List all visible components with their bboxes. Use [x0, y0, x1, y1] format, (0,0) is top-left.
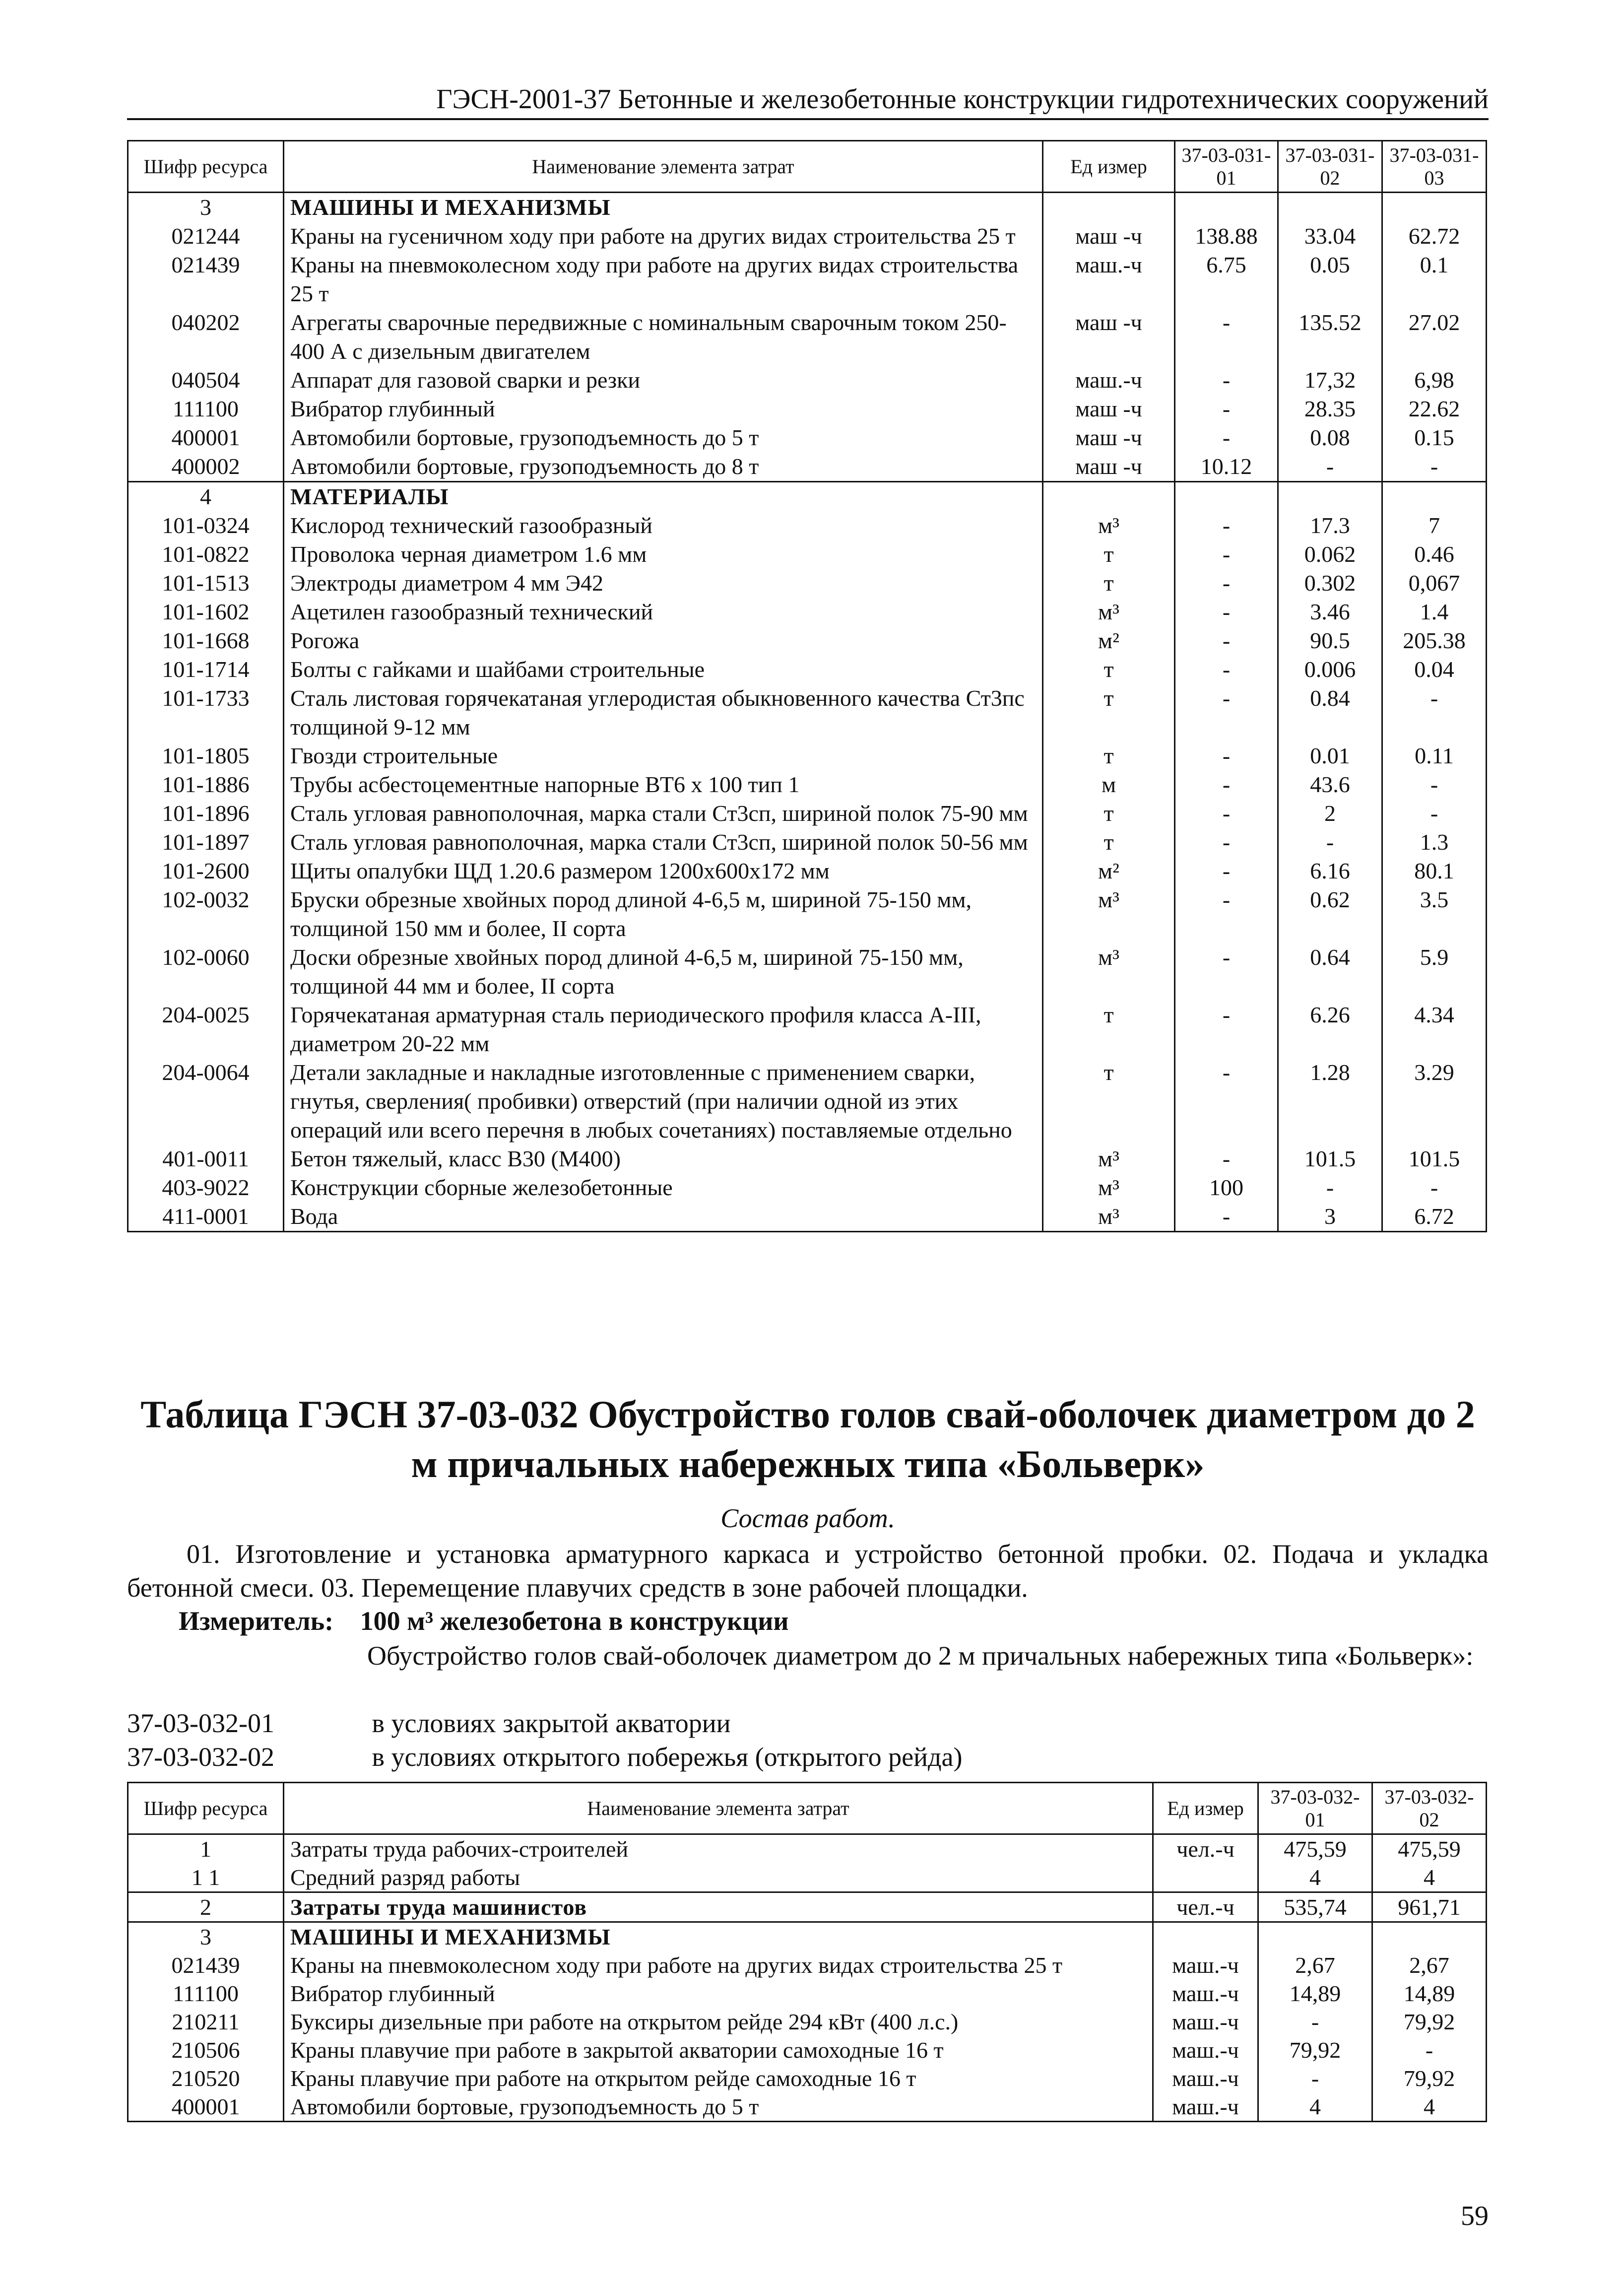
resource-name: Краны плавучие при работе на открытом рейде самоходные 16 т — [284, 2064, 1153, 2092]
resource-name: Бетон тяжелый, класс В30 (М400) — [284, 1144, 1043, 1173]
resource-name: Вибратор глубинный — [284, 1979, 1153, 2008]
resource-code: 1 1 — [128, 1863, 284, 1892]
table-row — [128, 2092, 1487, 2122]
table-row — [128, 598, 1487, 626]
resource-name: Кислород технический газообразный — [284, 511, 1043, 540]
resource-code: 101-1886 — [128, 770, 284, 799]
resource-code: 021439 — [128, 251, 284, 308]
value-cell: 79,92 — [1372, 2064, 1487, 2092]
header-name: Наименование элемента затрат — [284, 141, 1043, 193]
value-cell: 6.75 — [1175, 251, 1278, 308]
resource-code: 210211 — [128, 2008, 284, 2036]
value-cell — [1278, 193, 1382, 222]
resource-name: Краны на пневмоколесном ходу при работе на других видах строительства 25 т — [284, 1951, 1153, 1979]
unit-cell: т — [1043, 1001, 1175, 1058]
unit-cell: маш.-ч — [1153, 2008, 1258, 2036]
header-unit: Ед измер — [1043, 141, 1175, 193]
value-cell: 7 — [1382, 511, 1487, 540]
resource-code: 411-0001 — [128, 1202, 284, 1232]
value-cell: - — [1372, 2036, 1487, 2064]
table-row — [128, 511, 1487, 540]
resource-code: 101-1668 — [128, 626, 284, 655]
resource-code: 021439 — [128, 1951, 284, 1979]
value-cell: 79,92 — [1372, 2008, 1487, 2036]
resource-table-032 — [127, 1782, 1487, 2122]
table-header-row — [128, 141, 1487, 193]
value-cell: 100 — [1175, 1173, 1278, 1202]
resource-code: 210520 — [128, 2064, 284, 2092]
header-unit: Ед измер — [1153, 1783, 1258, 1834]
value-cell: - — [1258, 2008, 1372, 2036]
resource-name: Проволока черная диаметром 1.6 мм — [284, 540, 1043, 569]
value-cell: 62.72 — [1382, 222, 1487, 251]
resource-name: Краны на гусеничном ходу при работе на других видах строительства 25 т — [284, 222, 1043, 251]
section-row — [128, 193, 1487, 222]
table-row — [128, 1979, 1487, 2008]
value-cell: - — [1278, 1173, 1382, 1202]
unit-cell: маш -ч — [1043, 222, 1175, 251]
unit-cell: м³ — [1043, 1144, 1175, 1173]
table1-body — [128, 193, 1487, 1232]
value-cell: 0.84 — [1278, 684, 1382, 741]
value-cell: 6.16 — [1278, 857, 1382, 885]
value-cell: 101.5 — [1278, 1144, 1382, 1173]
unit-cell: т — [1043, 828, 1175, 857]
value-cell: - — [1175, 598, 1278, 626]
value-cell: 2,67 — [1372, 1951, 1487, 1979]
value-cell: - — [1175, 366, 1278, 395]
resource-name: Детали закладные и накладные изготовленные с применением сварки, гнутья, сверления( пробивки) отверстий (при наличии одной из этих операций или всего перечня в любых сочетаниях) поставляемые отдельно — [284, 1058, 1043, 1144]
measure-line — [179, 1604, 789, 1638]
section-row — [128, 1922, 1487, 1951]
value-cell: 475,59 — [1258, 1834, 1372, 1864]
unit-cell: маш -ч — [1043, 423, 1175, 452]
value-cell: - — [1382, 799, 1487, 828]
value-cell: 0.46 — [1382, 540, 1487, 569]
header-code: Шифр ресурса — [128, 1783, 284, 1834]
unit-cell: маш.-ч — [1043, 251, 1175, 308]
value-cell: - — [1382, 1173, 1487, 1202]
section-row — [128, 482, 1487, 512]
resource-name: Буксиры дизельные при работе на открытом рейде 294 кВт (400 л.с.) — [284, 2008, 1153, 2036]
unit-cell — [1153, 1922, 1258, 1951]
variant-item — [127, 1706, 731, 1740]
table-row — [128, 1058, 1487, 1144]
table-row — [128, 1202, 1487, 1232]
unit-cell: чел.-ч — [1153, 1834, 1258, 1864]
unit-cell: т — [1043, 569, 1175, 598]
unit-cell: м³ — [1043, 1173, 1175, 1202]
unit-cell: маш.-ч — [1153, 1979, 1258, 2008]
resource-name: Затраты труда рабочих-строителей — [284, 1834, 1153, 1864]
resource-name: Вибратор глубинный — [284, 395, 1043, 423]
resource-code: 111100 — [128, 395, 284, 423]
value-cell: 90.5 — [1278, 626, 1382, 655]
value-cell: 17.3 — [1278, 511, 1382, 540]
resource-name: МАШИНЫ И МЕХАНИЗМЫ — [284, 193, 1043, 222]
section-row — [128, 1892, 1487, 1922]
table-row — [128, 2064, 1487, 2092]
value-cell: - — [1175, 741, 1278, 770]
resource-name: Вода — [284, 1202, 1043, 1232]
resource-code: 2 — [128, 1892, 284, 1922]
unit-cell: м³ — [1043, 1202, 1175, 1232]
value-cell: 6.26 — [1278, 1001, 1382, 1058]
table-row — [128, 655, 1487, 684]
value-cell: 4 — [1372, 1863, 1487, 1892]
unit-cell: т — [1043, 655, 1175, 684]
value-cell: - — [1382, 452, 1487, 482]
resource-code: 400002 — [128, 452, 284, 482]
table-row — [128, 1863, 1487, 1892]
value-cell: 0.1 — [1382, 251, 1487, 308]
resource-code: 101-1897 — [128, 828, 284, 857]
value-cell: - — [1175, 1001, 1278, 1058]
resource-name: Средний разряд работы — [284, 1863, 1153, 1892]
resource-name: Краны на пневмоколесном ходу при работе на других видах строительства 25 т — [284, 251, 1043, 308]
resource-code: 101-1896 — [128, 799, 284, 828]
table-row — [128, 1144, 1487, 1173]
value-cell: - — [1175, 1202, 1278, 1232]
resource-name: Автомобили бортовые, грузоподъемность до 5 т — [284, 2092, 1153, 2122]
unit-cell: м² — [1043, 626, 1175, 655]
value-cell: 3 — [1278, 1202, 1382, 1232]
value-cell: 0.01 — [1278, 741, 1382, 770]
resource-name: Автомобили бортовые, грузоподъемность до 5 т — [284, 423, 1043, 452]
value-cell: 1.28 — [1278, 1058, 1382, 1144]
unit-cell: маш -ч — [1043, 452, 1175, 482]
resource-code: 101-0324 — [128, 511, 284, 540]
resource-code: 403-9022 — [128, 1173, 284, 1202]
resource-code: 204-0025 — [128, 1001, 284, 1058]
unit-cell: м³ — [1043, 943, 1175, 1001]
value-cell: 28.35 — [1278, 395, 1382, 423]
resource-code: 204-0064 — [128, 1058, 284, 1144]
variant-text: в условиях открытого побережья (открытого рейда) — [372, 1742, 963, 1772]
resource-name: Доски обрезные хвойных пород длиной 4-6,5 м, шириной 75-150 мм, толщиной 44 мм и более, II сорта — [284, 943, 1043, 1001]
value-cell: 43.6 — [1278, 770, 1382, 799]
value-cell: 80.1 — [1382, 857, 1487, 885]
value-cell: 135.52 — [1278, 308, 1382, 366]
value-cell: 33.04 — [1278, 222, 1382, 251]
resource-name: Электроды диаметром 4 мм Э42 — [284, 569, 1043, 598]
unit-cell: м³ — [1043, 885, 1175, 943]
resource-code: 101-1602 — [128, 598, 284, 626]
table-row — [128, 1001, 1487, 1058]
table-row — [128, 2008, 1487, 2036]
table-row — [128, 452, 1487, 482]
value-cell: - — [1278, 828, 1382, 857]
value-cell: 0.62 — [1278, 885, 1382, 943]
variant-item — [127, 1740, 962, 1774]
value-cell — [1382, 193, 1487, 222]
resource-name: МАТЕРИАЛЫ — [284, 482, 1043, 512]
value-cell: - — [1175, 828, 1278, 857]
value-cell: 14,89 — [1372, 1979, 1487, 2008]
value-cell: 0.04 — [1382, 655, 1487, 684]
value-cell: 0,067 — [1382, 569, 1487, 598]
value-cell: 4 — [1258, 2092, 1372, 2122]
table-row — [128, 251, 1487, 308]
table-row — [128, 684, 1487, 741]
unit-cell: чел.-ч — [1153, 1892, 1258, 1922]
value-cell: 79,92 — [1258, 2036, 1372, 2064]
resource-name: МАШИНЫ И МЕХАНИЗМЫ — [284, 1922, 1153, 1951]
value-cell: - — [1258, 2064, 1372, 2092]
unit-cell: т — [1043, 1058, 1175, 1144]
value-cell — [1175, 193, 1278, 222]
resource-code: 102-0032 — [128, 885, 284, 943]
table-row — [128, 308, 1487, 366]
header-code: Шифр ресурса — [128, 141, 284, 193]
variant-code: 37-03-032-02 — [127, 1742, 274, 1772]
unit-cell: т — [1043, 540, 1175, 569]
unit-cell: маш -ч — [1043, 308, 1175, 366]
resource-name: Затраты труда машинистов — [284, 1892, 1153, 1922]
table-row — [128, 770, 1487, 799]
work-composition-text: 01. Изготовление и установка арматурного каркаса и устройство бетонной пробки. 02. Подача и укладка бетонной смеси. 03. Перемещение плавучих средств в зоне рабочей площадки. — [127, 1539, 1489, 1603]
unit-cell: маш.-ч — [1153, 2036, 1258, 2064]
table-row — [128, 2036, 1487, 2064]
value-cell: - — [1382, 684, 1487, 741]
value-cell: 27.02 — [1382, 308, 1487, 366]
value-cell: - — [1175, 799, 1278, 828]
resource-name: Рогожа — [284, 626, 1043, 655]
value-cell: - — [1278, 452, 1382, 482]
measure-label: Измеритель: — [179, 1606, 334, 1636]
table-header-row — [128, 1783, 1487, 1834]
value-cell: 0.006 — [1278, 655, 1382, 684]
resource-name: Горячекатаная арматурная сталь периодического профиля класса А-III, диаметром 20-22 мм — [284, 1001, 1043, 1058]
value-cell: 6,98 — [1382, 366, 1487, 395]
table-row — [128, 222, 1487, 251]
value-cell: 475,59 — [1372, 1834, 1487, 1864]
value-cell: 2 — [1278, 799, 1382, 828]
resource-name: Болты с гайками и шайбами строительные — [284, 655, 1043, 684]
value-cell: 2,67 — [1258, 1951, 1372, 1979]
resource-code: 102-0060 — [128, 943, 284, 1001]
resource-name: Гвозди строительные — [284, 741, 1043, 770]
resource-code: 101-1714 — [128, 655, 284, 684]
resource-code: 1 — [128, 1834, 284, 1864]
resource-code: 101-2600 — [128, 857, 284, 885]
unit-cell: т — [1043, 799, 1175, 828]
table-row — [128, 569, 1487, 598]
header-col-2: 37-03-031-02 — [1278, 141, 1382, 193]
resource-name: Ацетилен газообразный технический — [284, 598, 1043, 626]
unit-cell: маш.-ч — [1153, 1951, 1258, 1979]
resource-code: 101-1733 — [128, 684, 284, 741]
table-row — [128, 423, 1487, 452]
value-cell: - — [1175, 308, 1278, 366]
unit-cell: маш.-ч — [1153, 2064, 1258, 2092]
page-number: 59 — [1461, 2201, 1489, 2231]
resource-code: 210506 — [128, 2036, 284, 2064]
resource-code: 3 — [128, 1922, 284, 1951]
unit-cell: м — [1043, 770, 1175, 799]
value-cell: 0.302 — [1278, 569, 1382, 598]
value-cell: - — [1175, 569, 1278, 598]
unit-cell: т — [1043, 741, 1175, 770]
value-cell: 0.11 — [1382, 741, 1487, 770]
unit-cell: маш.-ч — [1043, 366, 1175, 395]
value-cell: - — [1175, 684, 1278, 741]
resource-code: 040202 — [128, 308, 284, 366]
resource-code: 021244 — [128, 222, 284, 251]
table-row — [128, 828, 1487, 857]
value-cell: 0.08 — [1278, 423, 1382, 452]
value-cell — [1175, 482, 1278, 512]
resource-name: Автомобили бортовые, грузоподъемность до 8 т — [284, 452, 1043, 482]
value-cell: 0.15 — [1382, 423, 1487, 452]
measure-description: Обустройство голов свай-оболочек диаметром до 2 м причальных набережных типа «Больверк»: — [367, 1641, 1474, 1671]
resource-name: Бруски обрезные хвойных пород длиной 4-6,5 м, шириной 75-150 мм, толщиной 150 мм и более, II сорта — [284, 885, 1043, 943]
resource-code: 4 — [128, 482, 284, 512]
table-row — [128, 799, 1487, 828]
resource-code: 3 — [128, 193, 284, 222]
unit-cell: маш -ч — [1043, 395, 1175, 423]
table-row — [128, 1173, 1487, 1202]
resource-code: 101-1513 — [128, 569, 284, 598]
value-cell: - — [1175, 655, 1278, 684]
resource-name: Краны плавучие при работе в закрытой акватории самоходные 16 т — [284, 2036, 1153, 2064]
header-rule — [127, 118, 1489, 120]
value-cell: 3.46 — [1278, 598, 1382, 626]
value-cell: - — [1175, 626, 1278, 655]
unit-cell: м³ — [1043, 598, 1175, 626]
value-cell: 0.64 — [1278, 943, 1382, 1001]
unit-cell: м² — [1043, 857, 1175, 885]
value-cell: 205.38 — [1382, 626, 1487, 655]
value-cell: - — [1175, 395, 1278, 423]
header-col-2: 37-03-032-02 — [1372, 1783, 1487, 1834]
table-row — [128, 626, 1487, 655]
value-cell: 0.05 — [1278, 251, 1382, 308]
unit-cell — [1043, 482, 1175, 512]
value-cell: 4 — [1372, 2092, 1487, 2122]
value-cell: - — [1175, 423, 1278, 452]
value-cell: - — [1175, 885, 1278, 943]
value-cell: - — [1175, 1144, 1278, 1173]
value-cell — [1382, 482, 1487, 512]
header-col-3: 37-03-031-03 — [1382, 141, 1487, 193]
unit-cell — [1043, 193, 1175, 222]
table-row — [128, 1951, 1487, 1979]
value-cell: - — [1175, 1058, 1278, 1144]
table-row — [128, 366, 1487, 395]
value-cell: 4.34 — [1382, 1001, 1487, 1058]
table-row — [128, 1834, 1487, 1864]
value-cell: - — [1175, 511, 1278, 540]
resource-code: 401-0011 — [128, 1144, 284, 1173]
variant-code: 37-03-032-01 — [127, 1708, 274, 1738]
table-row — [128, 540, 1487, 569]
value-cell — [1372, 1922, 1487, 1951]
unit-cell: т — [1043, 684, 1175, 741]
resource-name: Агрегаты сварочные передвижные с номинальным сварочным током 250-400 А с дизельным двигателем — [284, 308, 1043, 366]
value-cell: 961,71 — [1372, 1892, 1487, 1922]
unit-cell — [1153, 1863, 1258, 1892]
unit-cell: м³ — [1043, 511, 1175, 540]
resource-code: 101-0822 — [128, 540, 284, 569]
running-header: ГЭСН-2001-37 Бетонные и железобетонные конструкции гидротехнических сооружений — [436, 84, 1489, 115]
table-row — [128, 395, 1487, 423]
value-cell: 3.5 — [1382, 885, 1487, 943]
value-cell — [1258, 1922, 1372, 1951]
value-cell: 5.9 — [1382, 943, 1487, 1001]
value-cell: 3.29 — [1382, 1058, 1487, 1144]
value-cell — [1278, 482, 1382, 512]
resource-name: Аппарат для газовой сварки и резки — [284, 366, 1043, 395]
value-cell: - — [1175, 857, 1278, 885]
value-cell: 535,74 — [1258, 1892, 1372, 1922]
measure-value: 100 м³ железобетона в конструкции — [360, 1606, 789, 1636]
value-cell: 14,89 — [1258, 1979, 1372, 2008]
header-name: Наименование элемента затрат — [284, 1783, 1153, 1834]
value-cell: 22.62 — [1382, 395, 1487, 423]
table-row — [128, 943, 1487, 1001]
unit-cell: маш.-ч — [1153, 2092, 1258, 2122]
work-composition-heading: Состав работ. — [720, 1503, 895, 1533]
table-row — [128, 857, 1487, 885]
resource-name: Сталь угловая равнополочная, марка стали Ст3сп, шириной полок 50-56 мм — [284, 828, 1043, 857]
variant-text: в условиях закрытой акватории — [372, 1708, 731, 1738]
value-cell: - — [1382, 770, 1487, 799]
resource-code: 111100 — [128, 1979, 284, 2008]
header-col-1: 37-03-032-01 — [1258, 1783, 1372, 1834]
value-cell: 1.4 — [1382, 598, 1487, 626]
table-row — [128, 741, 1487, 770]
value-cell: - — [1175, 770, 1278, 799]
resource-name: Сталь угловая равнополочная, марка стали Ст3сп, шириной полок 75-90 мм — [284, 799, 1043, 828]
resource-name: Щиты опалубки ЩД 1.20.6 размером 1200х600х172 мм — [284, 857, 1043, 885]
value-cell: 138.88 — [1175, 222, 1278, 251]
value-cell: - — [1175, 540, 1278, 569]
resource-table-031 — [127, 140, 1487, 1232]
resource-name: Конструкции сборные железобетонные — [284, 1173, 1043, 1202]
resource-code: 040504 — [128, 366, 284, 395]
value-cell: 1.3 — [1382, 828, 1487, 857]
value-cell: 6.72 — [1382, 1202, 1487, 1232]
resource-code: 400001 — [128, 423, 284, 452]
value-cell: - — [1175, 943, 1278, 1001]
table-row — [128, 885, 1487, 943]
resource-code: 101-1805 — [128, 741, 284, 770]
value-cell: 4 — [1258, 1863, 1372, 1892]
resource-name: Трубы асбестоцементные напорные ВТ6 х 100 тип 1 — [284, 770, 1043, 799]
value-cell: 101.5 — [1382, 1144, 1487, 1173]
resource-name: Сталь листовая горячекатаная углеродистая обыкновенного качества Ст3пс толщиной 9-12 мм — [284, 684, 1043, 741]
value-cell: 0.062 — [1278, 540, 1382, 569]
header-col-1: 37-03-031-01 — [1175, 141, 1278, 193]
table2-body — [128, 1834, 1487, 2122]
value-cell: 10.12 — [1175, 452, 1278, 482]
resource-code: 400001 — [128, 2092, 284, 2122]
table-title: Таблица ГЭСН 37-03-032 Обустройство голов свай-оболочек диаметром до 2 м причальных набережных типа «Больверк» — [140, 1393, 1475, 1485]
value-cell: 17,32 — [1278, 366, 1382, 395]
